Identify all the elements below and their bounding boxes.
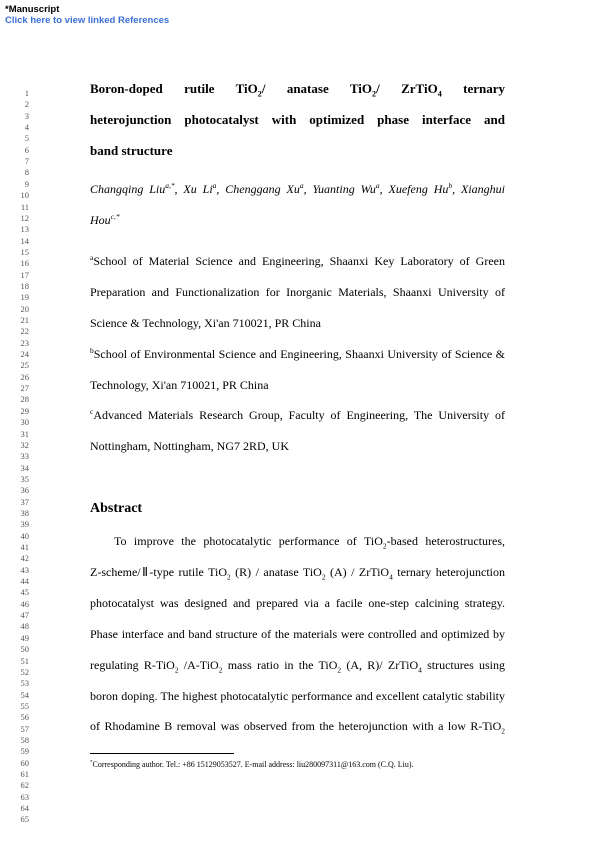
line-number: 27: [20, 383, 29, 394]
affiliation-c-line-2: Nottingham, Nottingham, NG7 2RD, UK: [90, 439, 289, 453]
footnote-rule: [90, 753, 234, 754]
line-number: 28: [20, 394, 29, 405]
abstract-text: regulating R-TiO: [90, 658, 175, 672]
authors-line-1: [90, 182, 505, 196]
title-text: ternary: [441, 81, 506, 96]
subscript: 2: [337, 665, 342, 675]
line-number: 59: [20, 746, 29, 757]
line-number: 35: [20, 473, 29, 484]
line-number: 42: [20, 553, 29, 564]
abstract-text: -based heterostructures,: [386, 534, 506, 548]
affiliation-text: School of Environmental Science and Engineering, Shaanxi University of Science &: [93, 347, 505, 361]
line-number: 11: [20, 201, 29, 212]
line-number: 19: [20, 292, 29, 303]
line-number: 8: [24, 167, 29, 178]
line-number: 52: [20, 666, 29, 677]
line-number: 33: [20, 451, 29, 462]
line-number: 3: [24, 110, 29, 121]
abstract-line-2: [90, 565, 505, 582]
author-name: , Chenggang Xu: [216, 182, 300, 196]
abstract-text: of Rhodamine B removal was observed from the heterojunction with a low R-TiO: [90, 719, 502, 733]
line-number: 2: [24, 99, 29, 110]
line-number: 50: [20, 644, 29, 655]
abstract-text: /A-TiO: [178, 658, 219, 672]
affiliation-a-line-2: Preparation and Functionalization for Inorganic Materials, Shaanxi University of: [90, 285, 505, 299]
abstract-text: ternary heterojunction: [392, 565, 505, 579]
title-text: / anatase TiO: [261, 81, 373, 96]
affiliation-text: School of Material Science and Engineering, Shaanxi Key Laboratory of Green: [93, 254, 505, 268]
footnote-marker: *: [90, 760, 93, 766]
line-number: 41: [20, 542, 29, 552]
abstract-text: (A, R)/ ZrTiO: [341, 658, 419, 672]
line-number: 22: [20, 326, 29, 337]
subscript: 4: [389, 572, 393, 582]
authors-line-2: [90, 213, 505, 227]
line-number: 49: [20, 632, 29, 643]
author-superscript: c,*: [110, 212, 120, 221]
line-number: 15: [20, 246, 29, 257]
line-number: 21: [20, 315, 29, 325]
line-number: 14: [20, 235, 29, 246]
footnote: [90, 760, 414, 769]
line-number: 55: [20, 700, 29, 711]
footnote-text: Corresponding author. Tel.: +86 15129053527. E-mail address: liu280097311@163.com (C.Q. Liu).: [92, 760, 414, 769]
line-number: 34: [20, 462, 29, 473]
line-number: 53: [20, 678, 29, 689]
subscript: 2: [174, 665, 179, 675]
line-number: 12: [20, 212, 29, 223]
line-number: 5: [24, 133, 29, 144]
author-name: , Yuanting Wu: [303, 182, 376, 196]
line-number: 6: [24, 144, 29, 155]
line-number: 4: [24, 122, 29, 132]
manuscript-label: *Manuscript: [5, 4, 60, 15]
line-number: 61: [20, 769, 29, 779]
affiliation-c-line-1: [90, 408, 505, 422]
abstract-text: (A) / ZrTiO: [325, 565, 390, 579]
affiliation-b-line-1: [90, 347, 505, 361]
abstract-line-5: [90, 658, 506, 675]
abstract-text: structures using: [421, 658, 506, 672]
line-number: 44: [20, 576, 29, 586]
author-superscript: a: [212, 181, 217, 190]
line-number: 32: [20, 439, 29, 450]
title-line-2: heterojunction photocatalyst with optimized phase interface and: [90, 112, 505, 127]
line-number: 13: [20, 224, 29, 235]
title-text: Boron-doped rutile TiO: [90, 81, 258, 96]
author-superscript: b: [448, 181, 453, 190]
line-number: 1: [24, 88, 29, 98]
line-number: 63: [20, 791, 29, 802]
line-number: 62: [20, 780, 29, 791]
line-number: 37: [20, 496, 29, 507]
abstract-text: mass ratio in the TiO: [222, 658, 338, 672]
author-name: , Xuefeng Hu: [379, 182, 449, 196]
line-number: 46: [20, 598, 29, 609]
affiliation-superscript: c: [90, 407, 94, 416]
abstract-line-7: [90, 719, 505, 736]
subscript: 2: [257, 89, 262, 99]
title-text: / ZrTiO: [376, 81, 438, 96]
line-number: 56: [20, 712, 29, 723]
line-number: 20: [20, 303, 29, 314]
subscript: 2: [382, 541, 387, 551]
affiliation-superscript: b: [90, 346, 94, 355]
author-superscript: a,*: [165, 181, 175, 190]
author-superscript: a: [375, 181, 380, 190]
abstract-text: To improve the photocatalytic performance of TiO: [114, 534, 383, 548]
affiliation-a-line-1: [90, 254, 505, 268]
line-number: 24: [20, 349, 29, 360]
line-number: 54: [20, 689, 29, 700]
line-number: 29: [20, 405, 29, 416]
abstract-line-1: [114, 534, 506, 551]
line-number: 9: [24, 178, 29, 189]
author-name: , Xu Li: [174, 182, 213, 196]
line-number: 65: [20, 814, 29, 825]
line-number: 57: [20, 723, 29, 734]
line-number: 10: [20, 190, 29, 201]
linked-references-link[interactable]: Click here to view linked References: [5, 15, 170, 26]
line-number: 23: [20, 337, 29, 348]
title-line-1: [90, 81, 506, 99]
line-number: 48: [20, 621, 29, 632]
subscript: 2: [501, 726, 505, 736]
abstract-line-4: Phase interface and band structure of the materials were controlled and optimized by: [90, 627, 505, 641]
subscript: 4: [418, 665, 422, 675]
affiliation-text: Advanced Materials Research Group, Faculty of Engineering, The University of: [93, 408, 505, 422]
line-number: 40: [20, 530, 29, 541]
line-number: 18: [20, 280, 29, 291]
abstract-heading: Abstract: [90, 501, 143, 516]
subscript: 4: [437, 89, 442, 99]
subscript: 2: [372, 89, 377, 99]
line-number: 51: [20, 655, 29, 666]
line-number: 36: [20, 485, 29, 496]
author-name: Changqing Liu: [90, 182, 166, 196]
author-name: , Xianghui: [452, 182, 506, 196]
line-number: 25: [20, 360, 29, 371]
line-number: 7: [24, 156, 29, 167]
line-number: 16: [20, 258, 29, 269]
line-number: 47: [20, 610, 29, 621]
author-name: Hou: [90, 213, 111, 227]
line-number: 45: [20, 587, 29, 598]
author-superscript: a: [299, 181, 304, 190]
line-number: 26: [20, 371, 29, 382]
abstract-text: (R) / anatase TiO: [230, 565, 322, 579]
affiliation-b-line-2: Technology, Xi'an 710021, PR China: [90, 378, 269, 392]
line-number: 30: [20, 417, 29, 428]
line-number: 43: [20, 564, 29, 575]
subscript: 2: [321, 572, 326, 582]
affiliation-a-line-3: Science & Technology, Xi'an 710021, PR China: [90, 316, 321, 330]
line-number: 38: [20, 507, 29, 518]
subscript: 2: [227, 572, 231, 582]
affiliation-superscript: a: [90, 253, 94, 262]
line-number: 60: [20, 757, 29, 768]
abstract-line-3: photocatalyst was designed and prepared via a facile one-step calcining strategy.: [90, 596, 505, 610]
abstract-text: Z-scheme/Ⅱ-type rutile TiO: [90, 565, 227, 579]
line-number: 64: [20, 803, 29, 813]
line-number: 31: [20, 428, 29, 439]
line-number: 17: [20, 269, 29, 280]
abstract-line-6: boron doping. The highest photocatalytic performance and excellent catalytic stability: [90, 689, 505, 703]
line-number: 39: [20, 519, 29, 530]
line-number: 58: [20, 734, 29, 745]
title-line-3: band structure: [90, 143, 173, 158]
subscript: 2: [218, 665, 223, 675]
